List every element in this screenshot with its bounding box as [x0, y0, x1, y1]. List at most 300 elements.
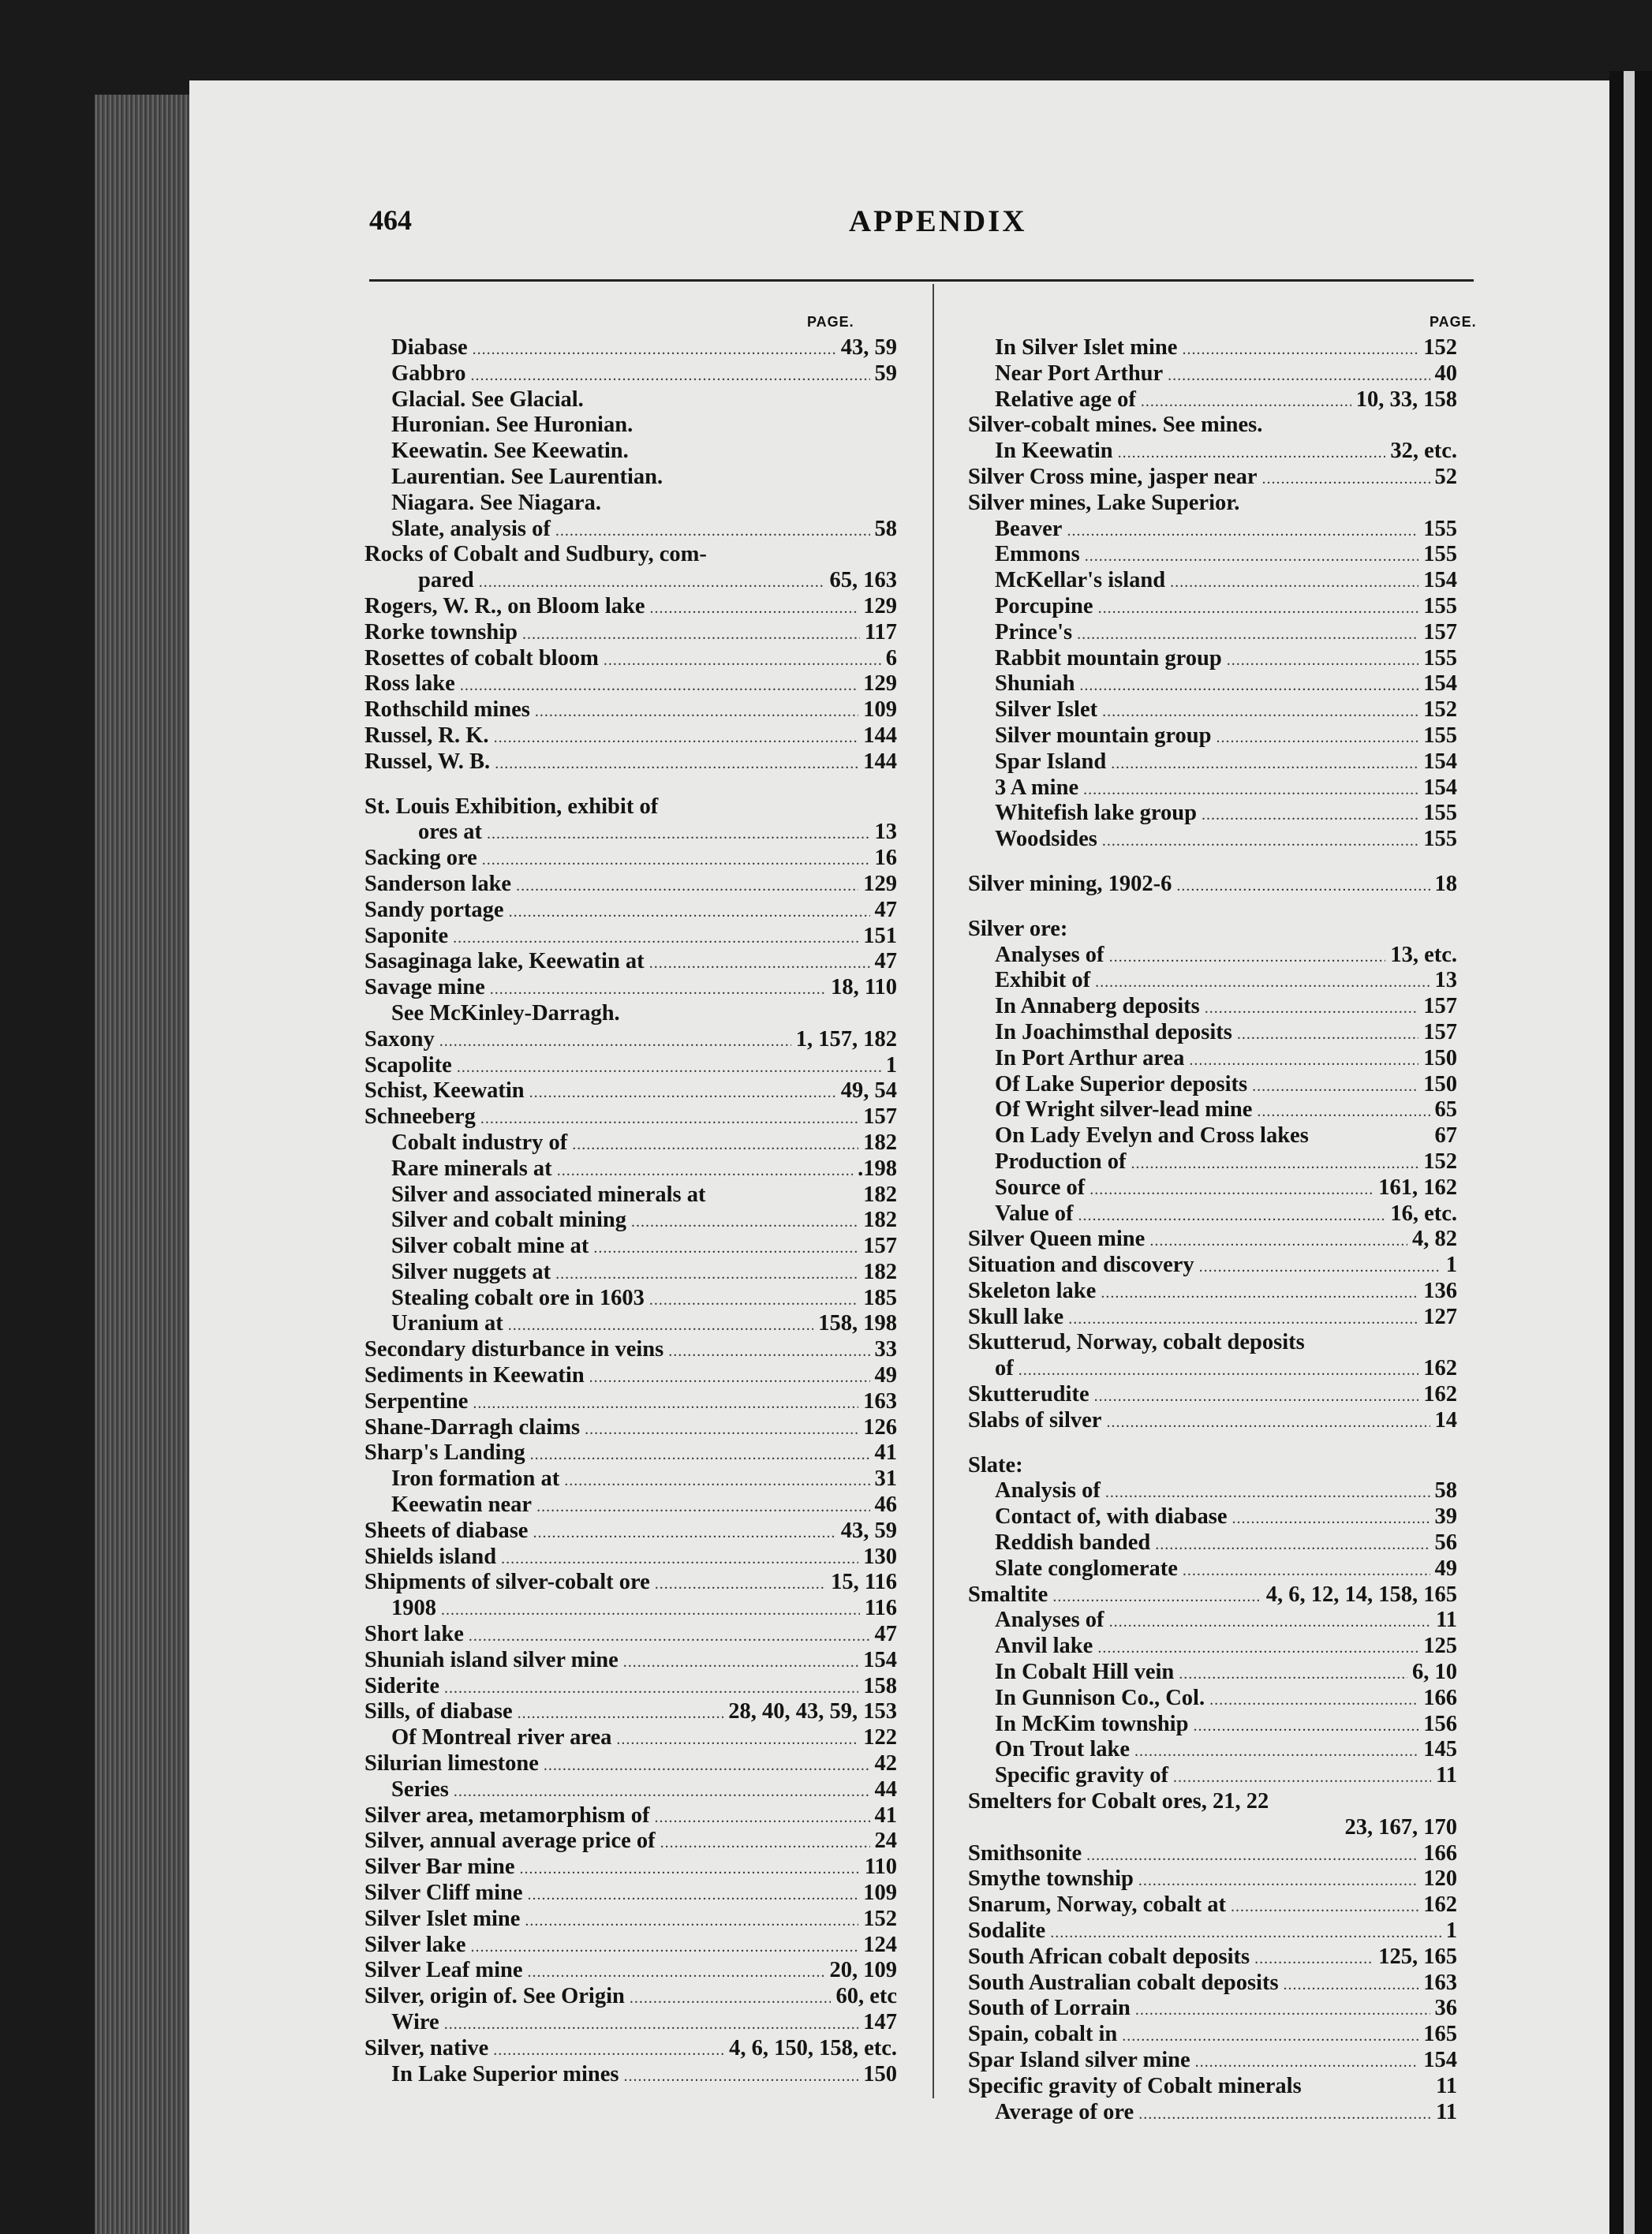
index-entry-text: Woodsides [995, 827, 1097, 852]
index-entry-pages: 52 [1434, 464, 1457, 489]
leader-dots [1176, 873, 1430, 899]
leader-dots [509, 899, 870, 925]
index-entry-text: Reddish banded [995, 1530, 1151, 1556]
index-entry-text: Silver, annual average price of [364, 1829, 656, 1854]
index-entry-pages: 43, 59 [840, 1518, 897, 1543]
index-entry-text: Sharp's Landing [364, 1440, 525, 1466]
index-entry-text: of [995, 1356, 1014, 1381]
index-entry-text: Silver, native [364, 2035, 489, 2060]
index-entry [968, 1660, 1457, 1686]
index-entry-text: Silver Islet [995, 697, 1098, 723]
index-entry-text: Of Montreal river area [391, 1725, 612, 1750]
index-entry [364, 1596, 897, 1622]
index-entry [364, 594, 897, 620]
index-entry-pages: 4, 6, 150, 158, etc. [729, 2035, 897, 2060]
leader-dots [1284, 1972, 1419, 1998]
index-entry [968, 465, 1457, 491]
leader-dots [1209, 1687, 1418, 1713]
index-entry [968, 1356, 1457, 1382]
index-entry-text: Sandy portage [364, 897, 504, 922]
index-entry-pages: 14 [1434, 1407, 1457, 1433]
index-entry-text: McKellar's island [995, 568, 1166, 593]
index-entry [968, 517, 1457, 543]
index-entry-text: South African cobalt deposits [968, 1944, 1250, 1969]
index-entry [968, 1582, 1457, 1608]
index-entry-text: Rothschild mines [364, 697, 530, 723]
index-entry [968, 620, 1457, 646]
index-entry-text: Saxony [364, 1026, 435, 1052]
index-entry-text: Of Lake Superior deposits [995, 1071, 1248, 1096]
index-entry [364, 1519, 897, 1545]
index-entry-pages: 6 [885, 645, 897, 671]
leader-dots [1094, 1384, 1419, 1410]
index-entry [968, 1175, 1457, 1201]
leader-dots [1067, 518, 1418, 544]
leader-dots [555, 518, 870, 544]
index-entry [968, 439, 1457, 465]
index-entry-text: Russel, R. K. [364, 723, 489, 748]
leader-dots [572, 1132, 858, 1158]
leader-dots [1237, 1022, 1418, 1048]
index-entry-pages: 163 [1423, 1970, 1457, 1995]
index-entry [968, 801, 1457, 827]
index-entry [364, 1104, 897, 1130]
index-entry-pages: 124 [863, 1932, 897, 1957]
index-entry [968, 1149, 1457, 1175]
index-entry-text: Sills, of diabase [364, 1699, 513, 1724]
index-entry-text: Source of [995, 1175, 1086, 1200]
index-entry-text: Silver Leaf mine [364, 1958, 523, 1983]
index-entry-text: Slate conglomerate [995, 1556, 1178, 1581]
index-entry-pages: 11 [1436, 2073, 1457, 2098]
leader-dots [516, 873, 858, 899]
index-entry [968, 1866, 1457, 1892]
index-entry-text: See McKinley-Darragh. [391, 1000, 620, 1025]
index-entry-pages: 147 [863, 2010, 897, 2034]
index-entry [364, 1078, 897, 1104]
leader-dots [1018, 1358, 1419, 1384]
page-number: 464 [369, 204, 412, 236]
leader-dots [480, 1106, 858, 1132]
index-entry-text: Huronian. See Huronian. [391, 413, 634, 438]
index-entry-text: Silver ore: [968, 916, 1068, 941]
index-entry-pages: 185 [863, 1285, 897, 1310]
index-entry-pages: 157 [863, 1234, 897, 1259]
leader-dots [525, 1908, 858, 1934]
index-entry-pages: 56 [1434, 1530, 1457, 1556]
index-entry-pages: 129 [863, 671, 897, 697]
leader-dots [623, 2064, 858, 2090]
index-entry [968, 671, 1457, 697]
leader-dots [453, 925, 858, 951]
index-entry-pages: 155 [1423, 827, 1457, 852]
index-entry-text: Iron formation at [391, 1466, 560, 1492]
index-entry-pages: 13 [874, 820, 897, 845]
index-entry-pages: 36 [1434, 1996, 1457, 2021]
index-entry-pages: 155 [1423, 723, 1457, 748]
index-entry-text: On Trout lake [995, 1737, 1131, 1762]
index-entry [364, 2036, 897, 2062]
index-entry-text: Silver mining, 1902-6 [968, 871, 1172, 896]
leader-dots [487, 821, 870, 847]
leader-dots [1182, 337, 1418, 363]
index-entry-pages: 47 [874, 1622, 897, 1647]
index-entry [364, 1053, 897, 1079]
leader-dots [1135, 1997, 1430, 2023]
index-entry [364, 820, 897, 846]
leader-dots [1118, 440, 1386, 466]
index-entry-text: Short lake [364, 1622, 464, 1647]
leader-dots [589, 1365, 870, 1391]
running-head: APPENDIX [849, 204, 1027, 238]
index-entry-text: Slate: [968, 1452, 1023, 1478]
index-entry-pages: 129 [863, 593, 897, 618]
index-entry [364, 517, 897, 543]
leader-dots [441, 1597, 860, 1623]
index-entry-pages: 154 [1423, 568, 1457, 593]
index-entry [364, 1777, 897, 1803]
index-entry-text: Near Port Arthur [995, 361, 1164, 386]
leader-dots [1086, 1843, 1418, 1869]
index-entry-pages: 59 [874, 361, 897, 386]
index-entry-text: In Silver Islet mine [995, 335, 1178, 360]
index-entry-pages: 125, 165 [1378, 1944, 1457, 1969]
index-entry-text: In Annaberg deposits [995, 994, 1200, 1019]
index-entry-pages: 144 [863, 749, 897, 774]
leader-dots [536, 1494, 869, 1520]
index-entry-text: Situation and discovery [968, 1253, 1194, 1278]
index-entry-text: Silver area, metamorphism of [364, 1803, 650, 1828]
index-entry [968, 2048, 1457, 2074]
index-entry [364, 749, 897, 775]
index-entry [968, 1279, 1457, 1305]
index-entry [968, 1305, 1457, 1331]
index-entry [968, 2022, 1457, 2048]
index-entry-pages: 165 [1423, 2022, 1457, 2047]
leader-dots [444, 1676, 858, 1702]
index-entry-text: Silver-cobalt mines. See mines. [968, 413, 1263, 438]
index-entry-pages: 166 [1423, 1840, 1457, 1866]
index-entry-pages: 47 [874, 897, 897, 922]
leader-dots [1085, 544, 1419, 570]
index-entry-text: Gabbro [391, 361, 466, 386]
index-entry-pages: 157 [863, 1104, 897, 1130]
index-entry-pages: 150 [863, 2061, 897, 2086]
index-entry-pages: 136 [1423, 1278, 1457, 1303]
leader-dots [1068, 1306, 1418, 1332]
index-entry [968, 646, 1457, 672]
index-entry-pages: 161, 162 [1378, 1175, 1457, 1200]
index-entry-pages: 31 [874, 1466, 897, 1492]
index-entry-pages: 182 [863, 1208, 897, 1233]
index-entry-pages: 11 [1436, 1763, 1457, 1788]
index-entry-text: Smelters for Cobalt ores, 21, 22 [968, 1789, 1269, 1814]
leader-dots [1155, 1532, 1430, 1558]
index-entry-pages: 154 [1423, 2048, 1457, 2072]
leader-dots [473, 1391, 858, 1417]
index-entry [364, 2010, 897, 2036]
index-entry-pages: 157 [1423, 1019, 1457, 1044]
index-entry [364, 335, 897, 361]
index-entry-pages: 182 [863, 1182, 897, 1207]
index-entry-text: In Keewatin [995, 439, 1113, 464]
index-entry-pages: 154 [863, 1647, 897, 1672]
leader-dots [1138, 2101, 1431, 2128]
leader-dots [439, 1029, 791, 1055]
index-entry-pages: 1 [885, 1052, 897, 1078]
index-entry-pages: 58 [874, 516, 897, 541]
index-entry-pages: 155 [1423, 645, 1457, 671]
index-entry-text: Sasaginaga lake, Keewatin at [364, 949, 645, 974]
index-entry-pages: 127 [1423, 1304, 1457, 1329]
index-entry-text: Rare minerals at [391, 1156, 552, 1181]
index-entry-text: Silver Cliff mine [364, 1881, 523, 1906]
leader-dots [1254, 1946, 1374, 1972]
leader-dots [1131, 1151, 1419, 1177]
index-entry-text: Average of ore [995, 2099, 1134, 2124]
leader-dots [508, 1313, 814, 1339]
index-entry [364, 1415, 897, 1441]
leader-dots [1111, 751, 1418, 777]
index-entry-pages: 154 [1423, 671, 1457, 697]
index-entry [968, 1020, 1457, 1046]
index-entry [968, 1686, 1457, 1712]
leader-dots [501, 1546, 858, 1572]
index-entry-pages: 10, 33, 158 [1355, 387, 1457, 412]
index-entry [364, 491, 897, 517]
index-entry-pages: 109 [863, 1881, 897, 1906]
index-entry-pages: 154 [1423, 775, 1457, 800]
index-entry-pages: 152 [863, 1906, 897, 1931]
leader-dots [533, 1520, 835, 1546]
index-entry [364, 1389, 897, 1415]
index-entry-pages: 60, etc [835, 1984, 897, 2009]
index-entry-text: Sodalite [968, 1918, 1046, 1944]
leader-dots [1122, 2023, 1418, 2049]
leader-dots [1106, 1410, 1430, 1436]
index-entry [364, 697, 897, 723]
index-entry-pages: 65 [1434, 1097, 1457, 1123]
leader-dots [1079, 673, 1418, 699]
leader-dots [1195, 2049, 1419, 2075]
index-entry [968, 1996, 1457, 2022]
index-entry-text: Silver mines, Lake Superior. [968, 490, 1240, 515]
leader-dots [1052, 1584, 1261, 1610]
index-entry-text: Sheets of diabase [364, 1518, 529, 1543]
index-entry-text: Series [391, 1776, 449, 1802]
index-entry-pages: 125 [1423, 1634, 1457, 1659]
index-entry-text: Smithsonite [968, 1840, 1082, 1866]
index-entry [364, 387, 897, 413]
leader-dots [1183, 1558, 1430, 1584]
index-entry-pages: 18, 110 [831, 975, 897, 1000]
index-entry [968, 1227, 1457, 1253]
index-entry-text: Slate, analysis of [391, 516, 551, 541]
index-entry-text: Rocks of Cobalt and Sudbury, com- [364, 542, 707, 567]
leader-dots [660, 1830, 870, 1856]
leader-dots [1102, 699, 1418, 725]
index-entry-pages: 11 [1436, 2099, 1457, 2124]
index-entry-text: In McKim township [995, 1711, 1189, 1736]
index-entry-pages: 110 [864, 1855, 897, 1880]
index-entry [968, 1737, 1457, 1763]
index-entry-pages: 152 [1423, 335, 1457, 360]
index-entry-text: Shuniah [995, 671, 1075, 697]
index-entry-text: Porcupine [995, 593, 1093, 618]
leader-dots [1205, 996, 1419, 1022]
index-entry-text: Silver Queen mine [968, 1227, 1146, 1252]
leader-dots [490, 977, 826, 1003]
index-entry-pages: 49, 54 [840, 1078, 897, 1104]
index-entry [364, 846, 897, 872]
index-entry-text: Slabs of silver [968, 1407, 1102, 1433]
index-entry-text: Silver Islet mine [364, 1906, 521, 1931]
index-entry [968, 1608, 1457, 1634]
leader-dots [1138, 1868, 1418, 1894]
index-entry-pages: 155 [1423, 542, 1457, 567]
leader-dots [520, 1856, 860, 1882]
leader-dots [518, 1701, 724, 1727]
index-entry [364, 1234, 897, 1260]
index-entry-text: In Cobalt Hill vein [995, 1660, 1175, 1685]
index-entry-text: Smythe township [968, 1866, 1134, 1892]
index-entry-pages: 109 [863, 697, 897, 723]
index-entry-pages: 40 [1434, 361, 1457, 386]
index-entry [364, 1725, 897, 1751]
index-entry [968, 1478, 1457, 1504]
index-entry [968, 1453, 1457, 1479]
index-entry-text: Skutterud, Norway, cobalt deposits [968, 1330, 1305, 1355]
index-entry [364, 1829, 897, 1855]
index-entry-pages: 144 [863, 723, 897, 748]
leader-dots [1231, 1894, 1418, 1920]
index-entry [364, 1440, 897, 1466]
index-entry [968, 1763, 1457, 1789]
index-entry-text: Cobalt industry of [391, 1130, 568, 1155]
leader-dots [1170, 570, 1418, 596]
index-entry-text: South Australian cobalt deposits [968, 1970, 1279, 1995]
index-entry [364, 1958, 897, 1984]
index-entry-pages: 158 [863, 1673, 897, 1698]
leader-dots [454, 1779, 870, 1805]
index-entry-text: St. Louis Exhibition, exhibit of [364, 794, 659, 819]
index-entry-text: Spain, cobalt in [968, 2022, 1118, 2047]
leader-dots [1077, 622, 1418, 648]
index-entry-pages: .198 [858, 1156, 897, 1181]
index-entry [968, 1634, 1457, 1660]
index-entry-text: Serpentine [364, 1388, 469, 1414]
leader-dots [529, 1080, 836, 1106]
leader-dots [1098, 596, 1419, 622]
index-entry-pages: 155 [1423, 516, 1457, 541]
index-entry [968, 1046, 1457, 1072]
index-entry [364, 1311, 897, 1337]
index-entry [364, 646, 897, 672]
leader-dots [1141, 389, 1351, 415]
index-entry [968, 1712, 1457, 1738]
index-entry [364, 1907, 897, 1933]
index-entry-text: Stealing cobalt ore in 1603 [391, 1285, 645, 1310]
index-entry-pages: 49 [1434, 1556, 1457, 1581]
leader-dots [585, 1417, 858, 1443]
leader-dots [593, 1235, 858, 1261]
index-entry-text: Skutterudite [968, 1382, 1089, 1407]
index-entry-text: Rorke township [364, 619, 518, 644]
index-entry-text: Rogers, W. R., on Bloom lake [364, 593, 645, 618]
index-entry-text: Sediments in Keewatin [364, 1363, 585, 1388]
index-entry-text: Silver Bar mine [364, 1855, 515, 1880]
index-entry [364, 975, 897, 1001]
index-entry-text: Laurentian. See Laurentian. [391, 464, 663, 489]
index-entry [968, 1072, 1457, 1098]
index-entry [364, 924, 897, 950]
index-entry-text: Beaver [995, 516, 1063, 541]
index-entry [364, 1699, 897, 1725]
index-entry-text: Smaltite [968, 1582, 1048, 1607]
index-entry-pages: 4, 6, 12, 14, 158, 165 [1265, 1582, 1457, 1607]
index-entry [968, 1123, 1457, 1149]
leader-dots [631, 1209, 858, 1235]
index-entry-text: On Lady Evelyn and Cross lakes [995, 1123, 1309, 1149]
index-entry-text: Schist, Keewatin [364, 1078, 525, 1104]
index-entry-text: Production of [995, 1149, 1127, 1174]
index-entry-pages: 150 [1423, 1071, 1457, 1096]
index-entry-text: Snarum, Norway, cobalt at [968, 1892, 1226, 1918]
index-entry-text: Silver and cobalt mining [391, 1208, 626, 1233]
leader-dots [471, 363, 870, 389]
index-entry [364, 1751, 897, 1777]
index-entry [968, 1382, 1457, 1408]
index-entry-text: Specific gravity of [995, 1763, 1169, 1788]
leader-dots [616, 1727, 858, 1753]
index-entry [968, 594, 1457, 620]
index-entry [364, 1803, 897, 1829]
leader-dots [460, 673, 858, 699]
index-entry [968, 1841, 1457, 1867]
leader-dots [1101, 1280, 1418, 1306]
index-entry [364, 1492, 897, 1519]
leader-dots [1102, 828, 1418, 854]
index-entry-pages: 154 [1423, 749, 1457, 774]
index-entry [364, 1933, 897, 1959]
leader-dots [1109, 1609, 1432, 1635]
index-entry [968, 872, 1457, 898]
index-entry-pages: 32, etc. [1390, 439, 1457, 464]
index-entry [364, 542, 897, 568]
index-entry-text: Keewatin near [391, 1492, 533, 1518]
index-entry-text: Uranium at [391, 1311, 503, 1336]
index-entry [364, 723, 897, 749]
index-entry-text: Shane-Darragh claims [364, 1414, 581, 1440]
index-entry-pages: 162 [1423, 1356, 1457, 1381]
leader-dots [457, 1055, 881, 1081]
leader-dots [528, 1882, 859, 1908]
index-entry-pages: 46 [874, 1492, 897, 1518]
index-entry-pages: 120 [1423, 1866, 1457, 1892]
leader-dots [1078, 1203, 1386, 1229]
index-entry [364, 794, 897, 820]
index-entry-text: In Port Arthur area [995, 1045, 1185, 1070]
leader-dots [1089, 1177, 1374, 1203]
index-entry [968, 968, 1457, 994]
index-entry [364, 1545, 897, 1571]
index-entry-text: Savage mine [364, 975, 485, 1000]
column-divider [933, 284, 934, 2098]
index-entry-pages: 20, 109 [829, 1958, 897, 1983]
index-entry [968, 2074, 1457, 2100]
index-entry-text: Russel, W. B. [364, 749, 491, 774]
index-entry [968, 827, 1457, 853]
